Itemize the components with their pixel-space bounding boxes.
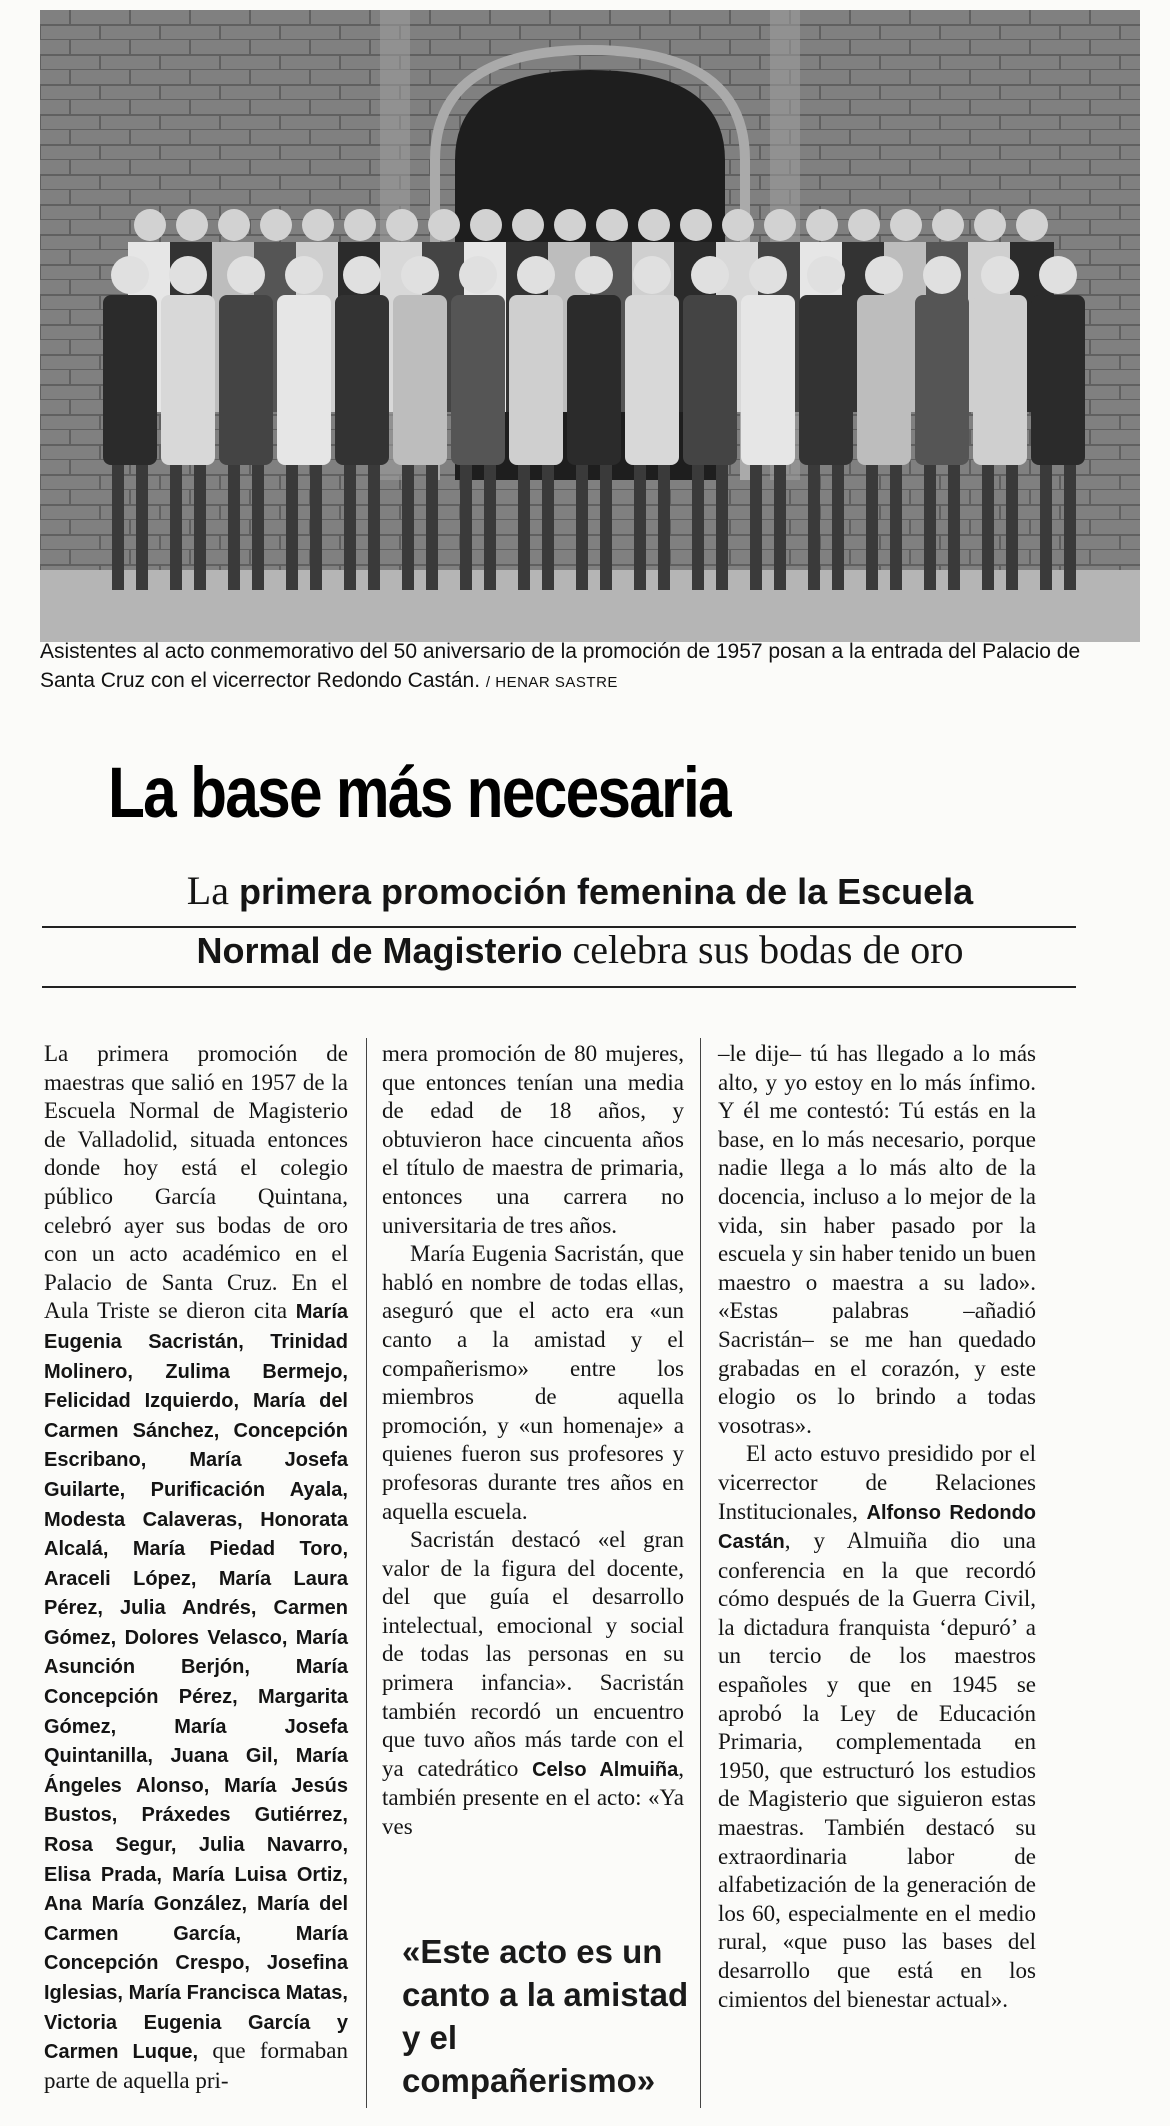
person-head — [111, 256, 149, 294]
person-head — [227, 256, 265, 294]
person-body — [509, 295, 563, 465]
person-body — [567, 295, 621, 465]
person-leg — [310, 465, 322, 590]
person-body — [277, 295, 331, 465]
person-leg — [808, 465, 820, 590]
group-photo — [40, 10, 1140, 642]
person-leg — [368, 465, 380, 590]
column-divider-2 — [700, 1038, 701, 2108]
intro-text: La primera promoción de maestras que salió en 1957 de la Escuela Normal de Magisterio de Valladolid, situada entonces donde hoy está el colegio público García Quintana, celebró ayer sus bodas de oro con un acto académico en el Palacio de Santa Cruz. En el Aula Triste se dieron cita — [44, 1041, 348, 1324]
photo-caption — [40, 637, 1140, 697]
name-alfonso-redondo: Alfonso Redondo Castán — [718, 1501, 1036, 1554]
subheadline-line-1 — [80, 867, 1080, 914]
column-2-paragraph-2: María Eugenia Sacristán, que habló en nombre de todas ellas, aseguró que el acto era «un canto a la amistad y el compañerismo» entre los miembros de aquella promoción, y «un homenaje» a quienes fueron sus profesores y profesoras durante tres años en aquella escuela. — [382, 1241, 684, 1524]
subheadline-bottom-rule — [42, 986, 1076, 988]
person-leg — [1006, 465, 1018, 590]
name-celso-almuina: Celso Almuiña — [532, 1758, 679, 1781]
column-1-paragraph — [44, 1040, 348, 2095]
column-divider-1 — [366, 1038, 367, 2108]
person-leg — [634, 465, 646, 590]
person-head — [285, 256, 323, 294]
person-leg — [194, 465, 206, 590]
subheadline-plain-2: celebra sus bodas de oro — [562, 927, 964, 972]
headline: La base más necesaria — [108, 754, 730, 833]
person-head — [807, 256, 845, 294]
person-leg — [658, 465, 670, 590]
pull-quote: «Este acto es un canto a la amistad y el compañerismo» — [402, 1933, 689, 2099]
person-leg — [460, 465, 472, 590]
person-head — [749, 256, 787, 294]
person-leg — [112, 465, 124, 590]
person-leg — [542, 465, 554, 590]
column-3-p2-start: El acto estuvo presidido por el vicerrector de Relaciones Institucionales, — [718, 1441, 1036, 1524]
person-leg — [286, 465, 298, 590]
person-body — [161, 295, 215, 465]
person-head — [848, 209, 880, 241]
person-leg — [484, 465, 496, 590]
article-column-1 — [44, 1040, 348, 2095]
person-head — [691, 256, 729, 294]
column-2-p3-start: Sacristán destacó «el gran valor de la figura del docente, del que guía el desarrollo intelectual, emocional y social de todas las personas en su primera infancia». Sacristán también recordó un encuentro que tuvo años más tarde con el ya catedrático — [382, 1527, 684, 1781]
person-leg — [426, 465, 438, 590]
person-body — [393, 295, 447, 465]
person-body — [335, 295, 389, 465]
person-body — [1031, 295, 1085, 465]
person-leg — [402, 465, 414, 590]
person-leg — [344, 465, 356, 590]
column-1-tail: que formaban parte de aquella pri- — [44, 2038, 349, 2093]
subheadline-plain-1: La — [186, 868, 239, 913]
person-head — [459, 256, 497, 294]
column-2-paragraph-3 — [382, 1526, 684, 1842]
person-body — [799, 295, 853, 465]
person-head — [722, 209, 754, 241]
person-body — [915, 295, 969, 465]
person-leg — [716, 465, 728, 590]
column-2-p3-end: , también presente en el acto: «Ya ves — [382, 1755, 684, 1840]
person-head — [428, 209, 460, 241]
person-head — [260, 209, 292, 241]
person-head — [890, 209, 922, 241]
person-head — [923, 256, 961, 294]
person-leg — [750, 465, 762, 590]
photo-credit: / HENAR SASTRE — [485, 674, 618, 691]
person-body — [741, 295, 795, 465]
person-head — [865, 256, 903, 294]
person-head — [218, 209, 250, 241]
person-leg — [136, 465, 148, 590]
person-body — [683, 295, 737, 465]
person-body — [857, 295, 911, 465]
person-body — [219, 295, 273, 465]
subheadline-bold-1: primera promoción femenina de la Escuela — [238, 871, 974, 912]
person-leg — [1064, 465, 1076, 590]
person-leg — [692, 465, 704, 590]
person-head — [554, 209, 586, 241]
person-head — [638, 209, 670, 241]
person-head — [344, 209, 376, 241]
column-2-paragraph-1: mera promoción de 80 mujeres, que entonces tenían una media de edad de 18 años, y obtuvieron hace cincuenta años el título de maestra de primaria, entonces una carrera no universitaria de tres años. — [382, 1041, 684, 1238]
person-head — [512, 209, 544, 241]
person-leg — [832, 465, 844, 590]
person-leg — [600, 465, 612, 590]
person-leg — [518, 465, 530, 590]
person-head — [596, 209, 628, 241]
column-3-paragraph-1: –le dije– tú has llegado a lo más alto, y yo estoy en lo más ínfimo. Y él me contestó: Tú estás en la base, en lo más necesario, porque nadie llega a lo más alto de la docencia, incluso a lo mejor de la vida, sin haber pasado por la escuela y sin haber tenido un buen maestro o maestra a su lado». «Estas palabras –añadió Sacristán– se me han quedado grabadas en el corazón, y este elogio os lo brindo a todas vosotras». — [718, 1041, 1036, 1438]
person-body — [973, 295, 1027, 465]
person-head — [1016, 209, 1048, 241]
person-leg — [228, 465, 240, 590]
person-head — [386, 209, 418, 241]
person-body — [625, 295, 679, 465]
article-column-3 — [718, 1040, 1036, 2014]
person-leg — [576, 465, 588, 590]
person-leg — [948, 465, 960, 590]
caption-text: Asistentes al acto conmemorativo del 50 aniversario de la promoción de 1957 posan a la entrada del Palacio de Santa Cruz con el vicerrector Redondo Castán. — [40, 640, 1081, 692]
person-leg — [774, 465, 786, 590]
person-head — [302, 209, 334, 241]
attendee-names: María Eugenia Sacristán, Trinidad Molinero, Zulima Bermejo, Felicidad Izquierdo, María del Carmen Sánchez, Concepción Escribano, María Josefa Guilarte, Purificación Ayala, Modesta Calaveras, Honorata Alcalá, María Piedad Toro, Araceli López, María Laura Pérez, Julia Andrés, Carmen Gómez, Dolores Velasco, María Asunción Berjón, María Concepción Pérez, Margarita Gómez, María Josefa Quintanilla, Juana Gil, María Ángeles Alonso, María Jesús Bustos, Práxedes Gutiérrez, Rosa Segur, Julia Navarro, Elisa Prada, María Luisa Ortiz, Ana María González, María del Carmen García, María Concepción Crespo, Josefina Iglesias, María Francisca Matas, Victoria Eugenia García y Carmen Luque, — [44, 1301, 348, 2064]
article-column-2 — [382, 1040, 684, 1842]
person-head — [806, 209, 838, 241]
person-leg — [252, 465, 264, 590]
person-leg — [924, 465, 936, 590]
person-head — [134, 209, 166, 241]
person-head — [517, 256, 555, 294]
column-3-p2-end: , y Almuiña dio una conferencia en la que recordó cómo después de la Guerra Civil, la dictadura franquista ‘depuró’ a un tercio de los maestros españoles y que en 1945 se aprobó la Ley de Educación Primaria, complementada en 1950, que estructuró los estudios de Magisterio que siguieron estas maestras. También destacó su extraordinaria labor de alfabetización de la generación de los 60, especialmente en el medio rural, «que puso las bases del desarrollo que está en los cimientos del bienestar actual». — [718, 1528, 1036, 2012]
person-head — [575, 256, 613, 294]
subheadline-line-2 — [80, 926, 1080, 973]
person-leg — [1040, 465, 1052, 590]
person-head — [169, 256, 207, 294]
person-head — [974, 209, 1006, 241]
person-body — [103, 295, 157, 465]
person-head — [932, 209, 964, 241]
subheadline-bold-2: Normal de Magisterio — [196, 930, 563, 971]
person-leg — [170, 465, 182, 590]
person-head — [470, 209, 502, 241]
person-leg — [866, 465, 878, 590]
person-body — [451, 295, 505, 465]
person-head — [401, 256, 439, 294]
person-head — [680, 209, 712, 241]
person-leg — [890, 465, 902, 590]
person-head — [1039, 256, 1077, 294]
person-head — [176, 209, 208, 241]
person-leg — [982, 465, 994, 590]
person-head — [633, 256, 671, 294]
person-head — [764, 209, 796, 241]
column-3-paragraph-2 — [718, 1440, 1036, 2014]
person-head — [343, 256, 381, 294]
person-head — [981, 256, 1019, 294]
